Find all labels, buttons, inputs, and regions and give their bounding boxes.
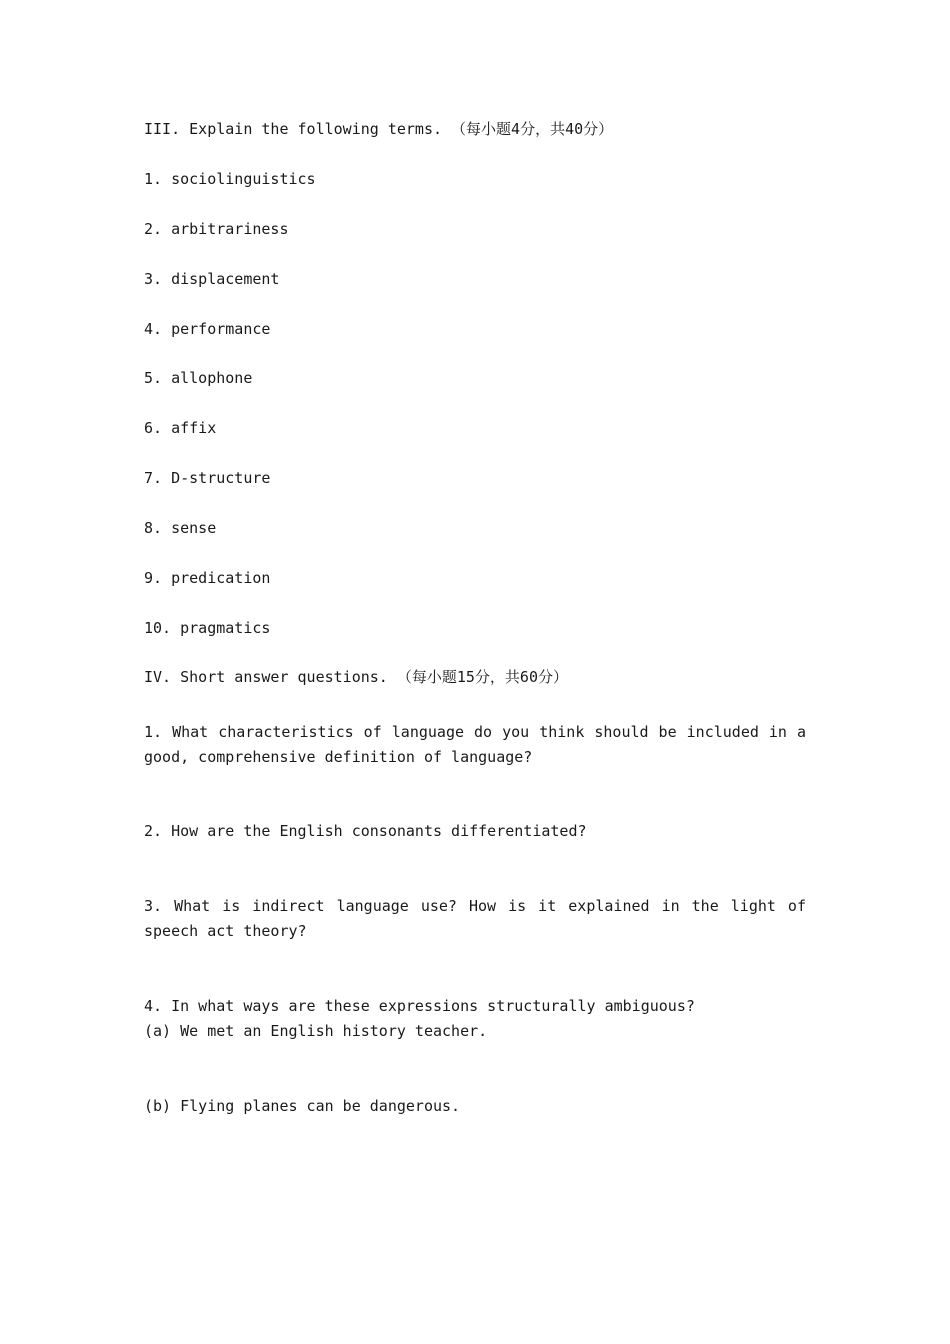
term-item: 10. pragmatics: [144, 619, 271, 637]
section-3-heading: III. Explain the following terms. （每小题4分，共40分）: [144, 120, 614, 138]
question-sub-item: (a) We met an English history teacher.: [144, 1022, 488, 1040]
question-item: 1. What characteristics of language do you think should be included in a good, comprehensive definition of language?: [144, 723, 806, 766]
term-item: 4. performance: [144, 320, 271, 338]
term-item: 2. arbitrariness: [144, 220, 289, 238]
question-item: 3. What is indirect language use? How is it explained in the light of speech act theory?: [144, 897, 806, 940]
section-4-heading: IV. Short answer questions. （每小题15分，共60分）: [144, 668, 568, 686]
question-sub-item: (b) Flying planes can be dangerous.: [144, 1097, 461, 1115]
question-item: 2. How are the English consonants differentiated?: [144, 822, 587, 840]
term-item: 3. displacement: [144, 270, 280, 288]
term-item: 7. D-structure: [144, 469, 271, 487]
term-item: 8. sense: [144, 519, 217, 537]
term-item: 1. sociolinguistics: [144, 170, 316, 188]
term-item: 6. affix: [144, 419, 217, 437]
term-item: 9. predication: [144, 569, 271, 587]
question-item: 4. In what ways are these expressions structurally ambiguous?: [144, 997, 695, 1015]
term-item: 5. allophone: [144, 369, 253, 387]
